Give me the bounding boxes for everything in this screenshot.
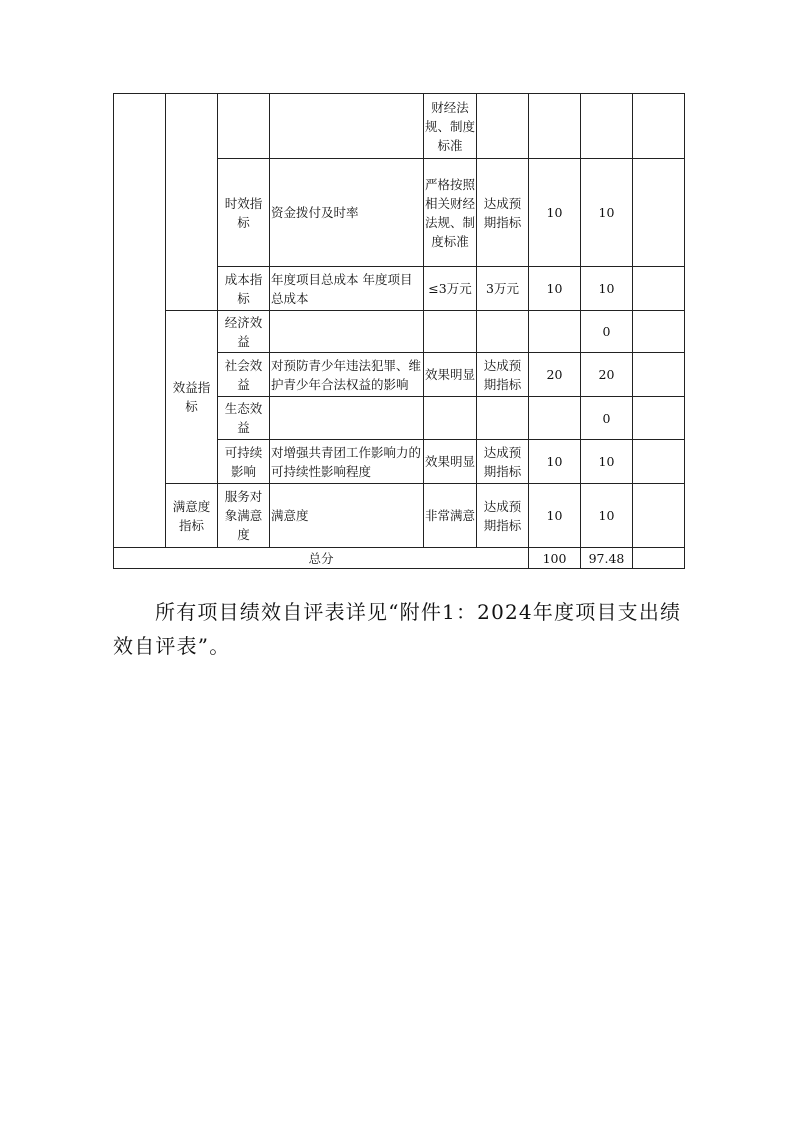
score-cell [581, 94, 633, 159]
body-paragraph: 所有项目绩效自评表详见“附件1：2024年度项目支出绩效自评表”。 [113, 600, 682, 658]
score-cell: 10 [581, 159, 633, 267]
target-cell: 达成预期指标 [477, 159, 529, 267]
indicator-cell [270, 311, 424, 353]
sub-indicator-cell: 服务对象满意度 [218, 484, 270, 548]
target-cell: 3万元 [477, 267, 529, 311]
benefit-group-cell: 效益指标 [166, 311, 218, 484]
score-cell: 20 [581, 353, 633, 397]
table-row [114, 311, 685, 353]
remark-cell [633, 159, 685, 267]
weight-cell: 10 [529, 159, 581, 267]
sub-indicator-cell: 可持续影响 [218, 440, 270, 484]
indicator-cell: 资金拨付及时率 [270, 159, 424, 267]
remark-cell [633, 311, 685, 353]
indicator-cell: 满意度 [270, 484, 424, 548]
level1-cell [114, 94, 166, 548]
standard-cell [424, 397, 477, 440]
weight-cell [529, 94, 581, 159]
total-row [114, 548, 685, 569]
satisfaction-group-cell: 满意度指标 [166, 484, 218, 548]
sub-indicator-cell: 时效指标 [218, 159, 270, 267]
remark-cell [633, 353, 685, 397]
indicator-cell [270, 94, 424, 159]
remark-cell [633, 397, 685, 440]
score-cell: 0 [581, 311, 633, 353]
table-row [114, 484, 685, 548]
weight-cell: 20 [529, 353, 581, 397]
target-cell [477, 94, 529, 159]
sub-indicator-cell [218, 94, 270, 159]
remark-cell [633, 548, 685, 569]
indicator-cell: 年度项目总成本 年度项目总成本 [270, 267, 424, 311]
standard-cell [424, 311, 477, 353]
remark-cell [633, 484, 685, 548]
level2-cell [166, 94, 218, 311]
remark-cell [633, 94, 685, 159]
sub-indicator-cell: 经济效益 [218, 311, 270, 353]
target-cell: 达成预期指标 [477, 353, 529, 397]
target-cell [477, 397, 529, 440]
sub-indicator-cell: 生态效益 [218, 397, 270, 440]
total-weight: 100 [529, 548, 581, 569]
indicator-cell: 对预防青少年违法犯罪、维护青少年合法权益的影响 [270, 353, 424, 397]
sub-indicator-cell: 成本指标 [218, 267, 270, 311]
indicator-cell [270, 397, 424, 440]
indicator-cell: 对增强共青团工作影响力的可持续性影响程度 [270, 440, 424, 484]
weight-cell [529, 397, 581, 440]
standard-cell: ≤3万元 [424, 267, 477, 311]
weight-cell: 10 [529, 484, 581, 548]
standard-cell: 效果明显 [424, 353, 477, 397]
sub-indicator-cell: 社会效益 [218, 353, 270, 397]
remark-cell [633, 440, 685, 484]
target-cell: 达成预期指标 [477, 484, 529, 548]
standard-cell: 非常满意 [424, 484, 477, 548]
total-label: 总分 [114, 548, 529, 569]
weight-cell: 10 [529, 440, 581, 484]
standard-cell: 效果明显 [424, 440, 477, 484]
standard-cell: 财经法规、制度标准 [424, 94, 477, 159]
table-row [114, 94, 685, 159]
performance-table [113, 93, 685, 569]
weight-cell: 10 [529, 267, 581, 311]
score-cell: 10 [581, 484, 633, 548]
standard-cell: 严格按照相关财经法规、制度标准 [424, 159, 477, 267]
score-cell: 0 [581, 397, 633, 440]
score-cell: 10 [581, 440, 633, 484]
remark-cell [633, 267, 685, 311]
weight-cell [529, 311, 581, 353]
score-cell: 10 [581, 267, 633, 311]
target-cell [477, 311, 529, 353]
total-score: 97.48 [581, 548, 633, 569]
target-cell: 达成预期指标 [477, 440, 529, 484]
